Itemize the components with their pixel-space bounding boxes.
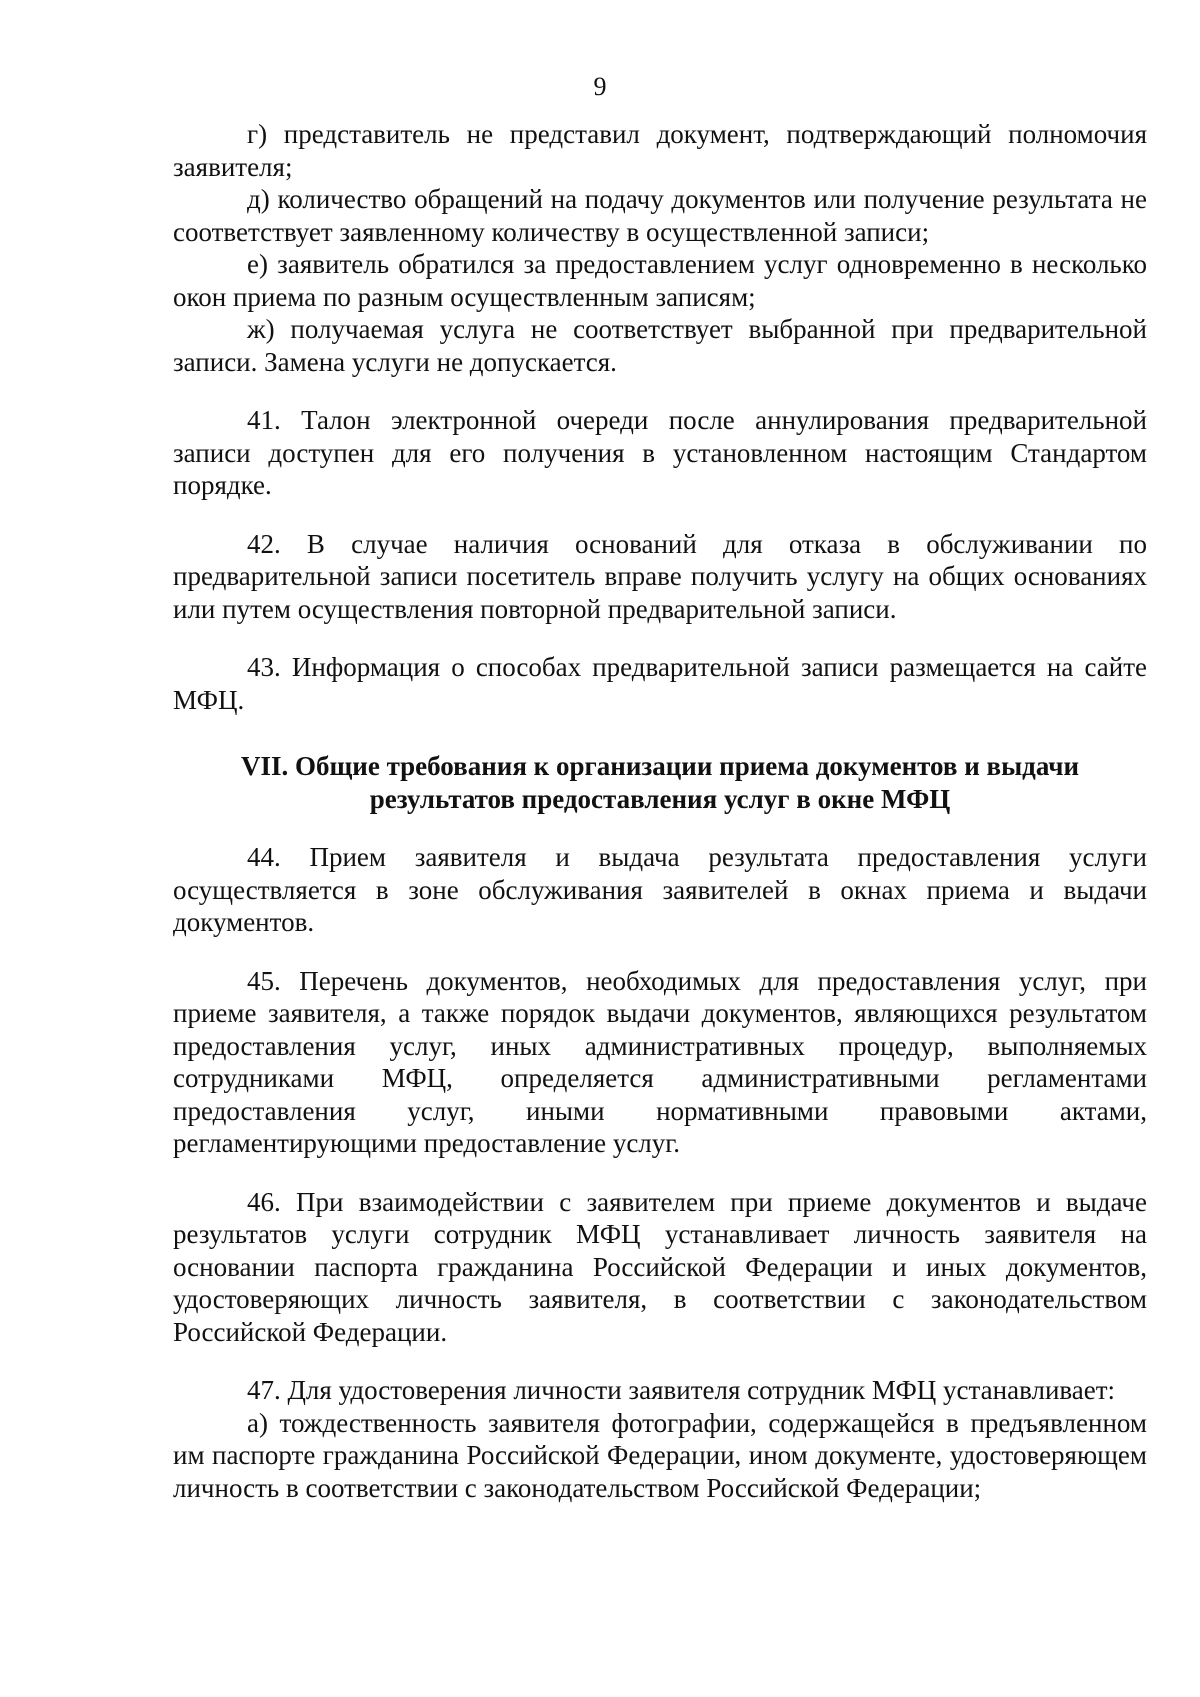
paragraph-45: 45. Перечень документов, необходимых для предоставления услуг, при приеме заявителя, а также порядок выдачи документов, являющихся результатом предоставления услуг, иных административных процедур, выполняемых сотрудниками МФЦ, определяется административными регламентами предоставления услуг, иными нормативными правовыми актами, регламентирующими предоставление услуг.	[173, 965, 1147, 1158]
list-item-e: е) заявитель обратился за предоставлением услуг одновременно в несколько окон приема по разным осуществленным записям;	[173, 249, 1147, 312]
list-item-d: д) количество обращений на подачу документов или получение результата не соответствует заявленному количеству в осуществленной записи;	[173, 184, 1147, 247]
paragraph-43: 43. Информация о способах предварительной записи размещается на сайте МФЦ.	[173, 652, 1147, 715]
paragraph-47: 47. Для удостоверения личности заявителя сотрудник МФЦ устанавливает:	[247, 1375, 1116, 1405]
document-body	[173, 118, 1147, 1504]
paragraph-42: 42. В случае наличия оснований для отказа в обслуживании по предварительной записи посетитель вправе получить услугу на общих основаниях или путем осуществления повторной предварительной записи.	[173, 528, 1147, 624]
list-item-a: а) тождественность заявителя фотографии, содержащейся в предъявленном им паспорте гражданина Российской Федерации, ином документе, удостоверяющем личность в соответствии с законодательством Российской Федерации;	[173, 1407, 1147, 1503]
list-item-zh: ж) получаемая услуга не соответствует выбранной при предварительной записи. Замена услуги не допускается.	[173, 314, 1147, 377]
paragraph-41: 41. Талон электронной очереди после аннулирования предварительной записи доступен для его получения в установленном настоящим Стандартом порядке.	[173, 405, 1147, 500]
paragraph-46: 46. При взаимодействии с заявителем при приеме документов и выдаче результатов услуги сотрудник МФЦ устанавливает личность заявителя на основании паспорта гражданина Российской Федерации и иных документов, удостоверяющих личность заявителя, в соответствии с законодательством Российской Федерации.	[173, 1186, 1147, 1347]
list-item-g: г) представитель не представил документ, подтверждающий полномочия заявителя;	[173, 119, 1147, 182]
paragraph-44: 44. Прием заявителя и выдача результата предоставления услуги осуществляется в зоне обслуживания заявителей в окнах приема и выдачи документов.	[173, 842, 1147, 937]
section-heading: VII. Общие требования к организации приема документов и выдачи результатов предоставления услуг в окне МФЦ	[240, 751, 1080, 814]
page-number: 9	[593, 72, 607, 101]
